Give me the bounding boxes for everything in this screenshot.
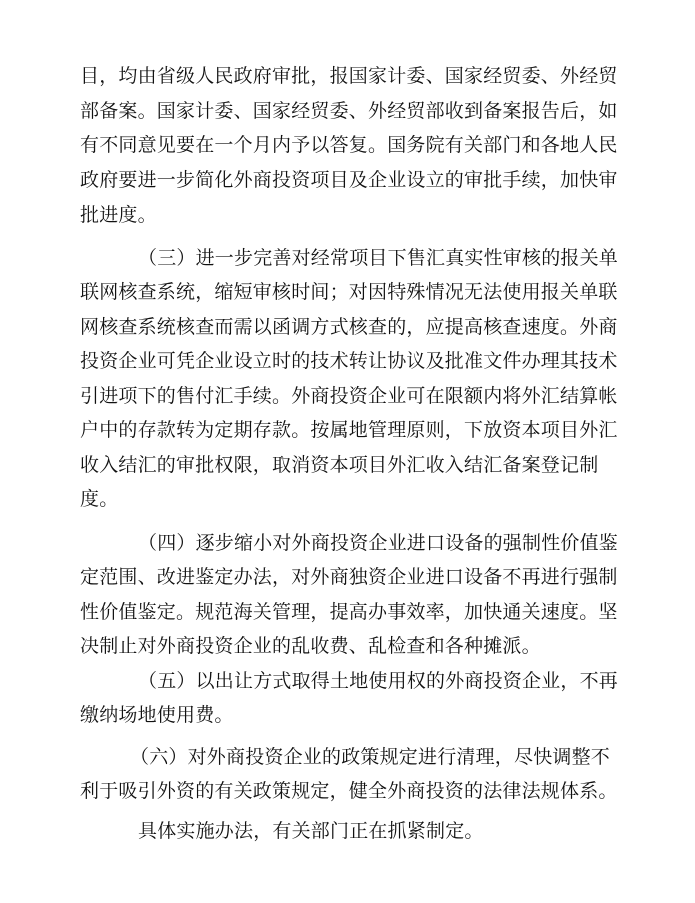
text-line: 目，均由省级人民政府审批，报国家计委、国家经贸委、外经贸 (80, 65, 618, 87)
paragraph-five-start: （五）以出让方式取得土地使用权的外商投资企业，不再 (138, 670, 619, 692)
text-line: 投资企业可凭企业设立时的技术转让协议及批准文件办理其技术 (80, 350, 618, 372)
closing-line: 具体实施办法，有关部门正在抓紧制定。 (138, 820, 484, 842)
text-line: 利于吸引外资的有关政策规定，健全外商投资的法律法规体系。 (80, 780, 618, 802)
text-line: 定范围、改进鉴定办法，对外商独资企业进口设备不再进行强制 (80, 566, 618, 588)
paragraph-six-start: （六）对外商投资企业的政策规定进行清理，尽快调整不 (130, 746, 611, 768)
text-line: 缴纳场地使用费。 (80, 704, 234, 726)
text-line: 网核查系统核查而需以函调方式核查的，应提高核查速度。外商 (80, 316, 618, 338)
text-line: 批进度。 (80, 204, 157, 226)
text-line: 政府要进一步简化外商投资项目及企业设立的审批手续，加快审 (80, 169, 618, 191)
text-line: 决制止对外商投资企业的乱收费、乱检查和各种摊派。 (80, 635, 541, 657)
text-line: 度。 (80, 488, 119, 510)
text-line: 收入结汇的审批权限，取消资本项目外汇收入结汇备案登记制 (80, 454, 599, 476)
text-line: 引进项下的售付汇手续。外商投资企业可在限额内将外汇结算帐 (80, 385, 618, 407)
text-line: 联网核查系统，缩短审核时间；对因特殊情况无法使用报关单联 (80, 281, 618, 303)
paragraph-four-start: （四）逐步缩小对外商投资企业进口设备的强制性价值鉴 (138, 532, 619, 554)
paragraph-three-start: （三）进一步完善对经常项目下售汇真实性审核的报关单 (138, 247, 619, 269)
text-line: 有不同意见要在一个月内予以答复。国务院有关部门和各地人民 (80, 134, 618, 156)
text-line: 部备案。国家计委、国家经贸委、外经贸部收到备案报告后，如 (80, 100, 618, 122)
text-line: 户中的存款转为定期存款。按属地管理原则，下放资本项目外汇 (80, 419, 618, 441)
text-line: 性价值鉴定。规范海关管理，提高办事效率，加快通关速度。坚 (80, 601, 618, 623)
